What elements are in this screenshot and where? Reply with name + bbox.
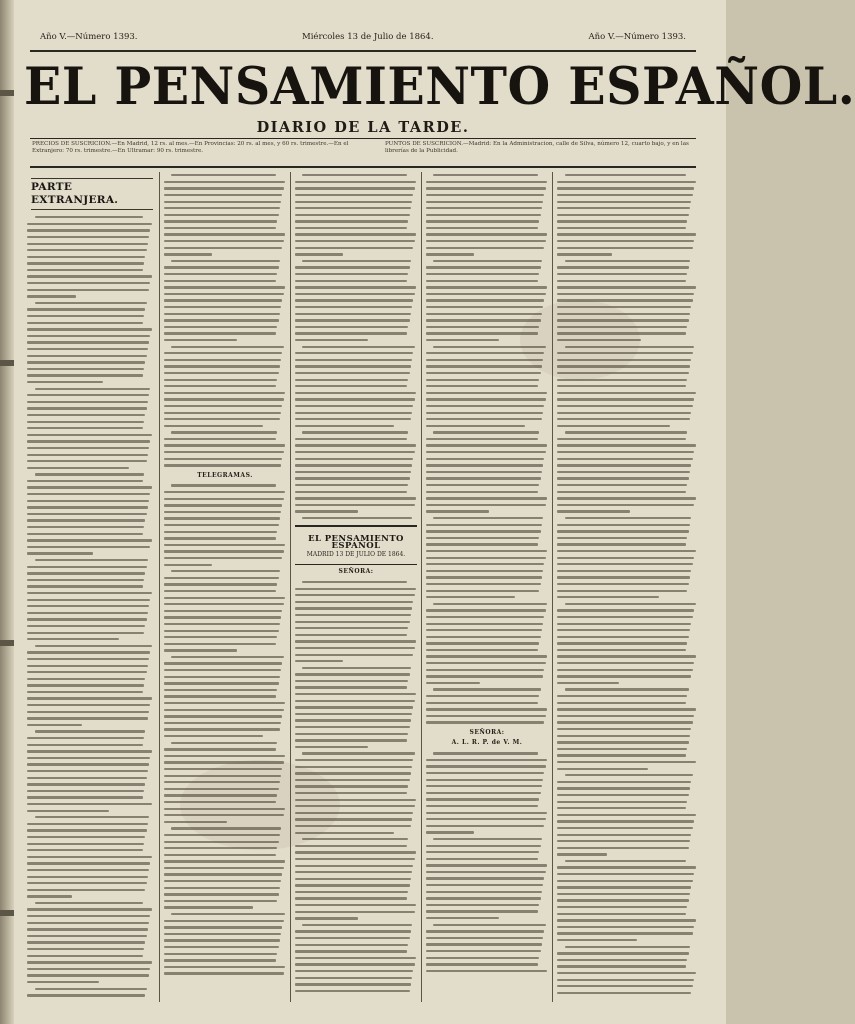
column-5 xyxy=(557,172,697,1002)
column-4-text-top xyxy=(426,172,548,726)
newspaper-subtitle: DIARIO DE LA TARDE. xyxy=(256,119,470,136)
column-2-text-bottom xyxy=(164,482,286,977)
editorial-title: EL PENSAMIENTO ESPAÑOL xyxy=(308,534,404,552)
issue-number-left: Año V.—Número 1393. xyxy=(40,32,138,42)
editorial-date: MADRID 13 DE JULIO DE 1864. xyxy=(306,550,406,558)
column-3-text-bottom xyxy=(295,579,417,994)
masthead-rule xyxy=(30,50,696,52)
binding-spine xyxy=(0,0,14,1024)
subscription-points: PUNTOS DE SUSCRICION.—Madrid: En la Administracion, calle de Silva, número 12, cuarto bajo, y en las librerías de la Publicidad. xyxy=(385,141,689,154)
column-4-text-bottom xyxy=(426,750,548,974)
binding-mark xyxy=(0,640,14,646)
column-2-text-top xyxy=(164,172,286,469)
masthead-meta-row xyxy=(40,32,686,48)
column-2 xyxy=(164,172,286,1002)
column-5-text xyxy=(557,172,697,996)
section-telegramas: TELEGRAMAS. xyxy=(197,471,253,479)
column-3 xyxy=(295,172,417,1002)
issue-number-right: Año V.—Número 1393. xyxy=(588,32,686,42)
notice-rule xyxy=(30,138,696,139)
column-1-text xyxy=(27,214,153,999)
subscription-prices: PRECIOS DE SUSCRICION.—En Madrid, 12 rs. al mes.—En Provincias: 20 rs. al mes, y 60 rs. trimestre.—En el Extranjero: 70 rs. trimestre.—En Ultramar: 90 rs. trimestre. xyxy=(32,141,349,154)
binding-mark xyxy=(0,360,14,366)
salutation-senora: SEÑORA: xyxy=(338,568,374,576)
column-1 xyxy=(27,172,153,1002)
columns-top-rule xyxy=(30,166,696,168)
column-3-text-top xyxy=(295,172,417,521)
salutation-alrp: A. L. R. P. de V. M. xyxy=(451,739,523,747)
article-columns xyxy=(27,172,699,1002)
binding-mark xyxy=(0,90,14,96)
salutation-senora-2: SEÑORA: xyxy=(469,728,505,736)
newspaper-title: EL PENSAMIENTO ESPAÑOL. xyxy=(24,55,855,117)
column-4 xyxy=(426,172,548,1002)
binding-mark xyxy=(0,910,14,916)
editorial-header-box xyxy=(295,525,417,565)
section-parte-extranjera: PARTE EXTRANJERA. xyxy=(31,178,153,210)
issue-date: Miércoles 13 de Julio de 1864. xyxy=(302,32,434,42)
